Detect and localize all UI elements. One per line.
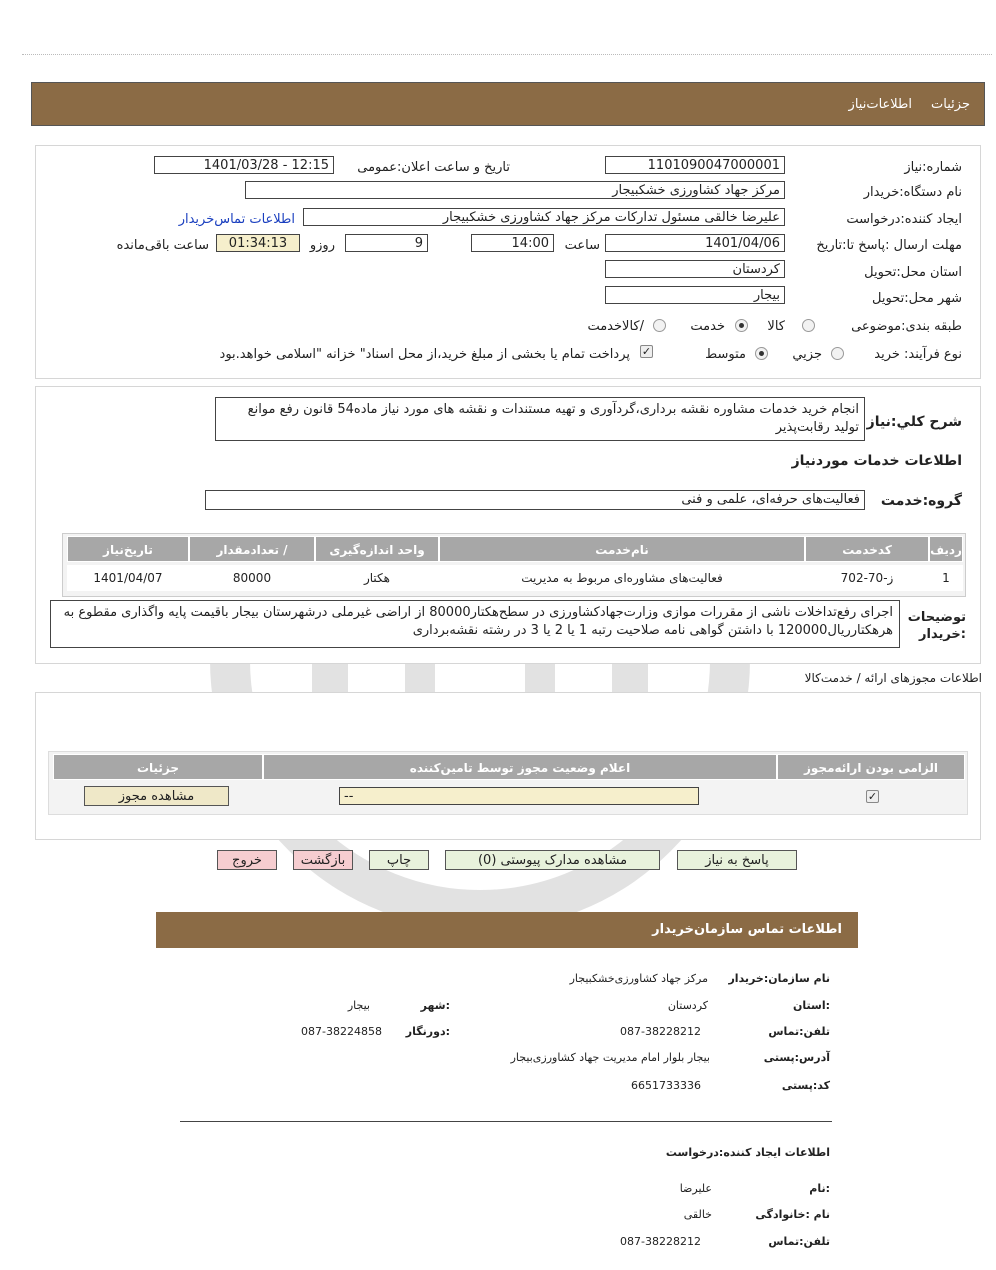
creator-phone-value: 087-38228212 [620,1235,701,1248]
category-goods-label: کالا [767,319,785,334]
province-label: استان محل:تحویل [864,265,962,280]
remaining-timer: 01:34:13 [216,234,300,252]
contact-title: اطلاعات تماس سازمان‌خریدار [652,922,842,937]
need-number-field: 1101090047000001 [605,156,785,174]
process-medium-label: متوسط [705,347,746,362]
back-button[interactable]: بازگشت [293,850,353,870]
buyer-label: نام دستگاه:خریدار [863,185,962,200]
permits-section [35,692,981,840]
reply-button[interactable]: پاسخ به نیاز [677,850,797,870]
payment-checkbox[interactable]: ✓ [641,345,652,358]
deadline-label: مهلت ارسال :پاسخ تا:تاریخ [816,238,962,253]
exit-button[interactable]: خروج [217,850,277,870]
top-divider [22,54,992,55]
creator-name-value: علیرضا [679,1182,712,1195]
contact-phone-value: 087-38228212 [620,1025,701,1038]
days-field: 9 [345,234,428,252]
service-group-field: فعالیت‌های حرفه‌ای، علمی و فنی [205,490,865,510]
permit-required-checkbox[interactable]: ✓ [867,790,878,803]
view-permit-button[interactable]: مشاهده مجوز [84,786,229,806]
col-header-date: تاریخ‌نیاز [67,536,189,562]
process-small-radio[interactable] [831,347,844,360]
contact-city-value: بیجار [347,999,370,1012]
deadline-date-field: 1401/04/06 [605,234,785,252]
buyer-notes-text: اجرای رفع‌تداخلات ناشی از مقررات موازی وزارت‌جهادکشاورزی در سطح‌هکتار80000 از اراضی غیرملی در‌شهرستان بیجار باقیمت پایه واگذاری مقطوع به هرهکتارریال120000 با داشتن گواهی نامه صلاحیت رتبه 1 یا 2 یا 3 در رشته نقشه‌برداری [50,600,900,648]
postal-label: کد:پستی [781,1079,830,1092]
province-field: کردستان [605,260,785,278]
process-small-label: جزیي [792,347,822,362]
fax-value: 087-38224858 [301,1025,382,1038]
creator-info-title: اطلاعات ایجاد کننده:درخواست [665,1146,830,1159]
cell-code: ز-70-702 [840,571,894,585]
creator-phone-label: تلفن:تماس [768,1235,830,1248]
buyer-field: مرکز جهاد کشاورزی خشکبیجار [245,181,785,199]
page-header [31,82,985,126]
summary-label: شرح کلي:نياز [866,414,962,430]
city-field: بیجار [605,286,785,304]
creator-field: علیرضا خالقی مسئول تدارکات مرکز جهاد کشاورزی خشکبیجار [303,208,785,226]
postal-value: 6651733336 [631,1079,701,1092]
category-label: طبقه بندی:موضوعی [851,319,962,334]
category-both-radio[interactable] [653,319,666,332]
permits-title: اطلاعات مجوزهای ارائه / خدمت‌کالا [804,671,982,685]
print-button[interactable]: چاپ [369,850,429,870]
col-header-row: ردیف [929,536,963,562]
need-form-section [35,145,981,379]
category-service-radio[interactable] [735,319,748,332]
contact-province-value: کردستان [667,999,708,1012]
days-label: روزو [309,238,335,253]
category-both-label: /کالاخدمت [587,319,644,334]
address-value: بیجار بلوار امام مدیریت جهاد کشاورزی‌بیجار [510,1051,710,1064]
col-header-name: نام‌خدمت [439,536,805,562]
cell-unit: هکتار [363,571,391,585]
permit-status-field: -- [339,787,699,805]
process-medium-radio[interactable] [755,347,768,360]
tab-details[interactable]: جزئیات [931,97,970,112]
announce-field: 1401/03/28 - 12:15 [154,156,334,174]
deadline-time-field: 14:00 [471,234,554,252]
contact-province-label: :استان [793,999,830,1012]
org-label: نام سازمان:خریدار [728,972,830,985]
cell-date: 1401/04/07 [93,571,163,585]
deadline-time-label: ساعت [564,238,600,253]
contact-phone-label: تلفن:تماس [768,1025,830,1038]
cell-row: 1 [942,571,950,585]
creator-family-value: خالقی [683,1208,712,1221]
remaining-label: ساعت باقی‌مانده [116,238,209,253]
summary-text: انجام خرید خدمات مشاوره نقشه برداری،گردآوری و تهیه مستندات و نقشه های مورد نیاز ماده54 قانون رفع موانع تولید رقابت‌پذیر [215,397,865,441]
service-group-label: گروه:خدمت [880,493,962,509]
permit-col-details: جزئیات [53,754,263,780]
services-title: اطلاعات خدمات موردنیاز [791,453,962,469]
cell-name: فعالیت‌های مشاوره‌ای مربوط به مدیریت [521,571,723,585]
permit-col-required: الزامی بودن ارائه‌مجوز [777,754,965,780]
col-header-unit: واحد اندازه‌گیری [315,536,439,562]
contact-header [156,912,858,948]
creator-name-label: :نام [809,1182,830,1195]
category-goods-radio[interactable] [802,319,815,332]
services-table [62,533,966,597]
summary-section [35,386,981,664]
tab-need-info[interactable]: اطلاعات‌نیاز [848,97,912,112]
payment-note: پرداخت تمام یا بخشی از مبلغ خرید،از محل اسناد" خزانه "اسلامی خواهد.بود [219,347,630,362]
creator-label: ایجاد کننده:درخواست [846,212,962,227]
city-label: شهر محل:تحویل [872,291,962,306]
buyer-contact-link[interactable]: اطلاعات تماس‌خریدار [178,212,295,227]
org-value: مرکز جهاد کشاورزی‌خشکبیجار [569,972,708,985]
permit-col-status: اعلام وضعیت مجوز توسط تامین‌کننده [263,754,777,780]
contact-divider [180,1121,832,1122]
col-header-quantity: / تعدادمقدار [189,536,315,562]
process-type-label: نوع فرآیند: خرید [874,347,962,362]
cell-quantity: 80000 [232,571,272,585]
category-service-label: خدمت [690,319,725,334]
fax-label: :دورنگار [405,1025,450,1038]
announce-label: تاریخ و ساعت اعلان:عمومی [357,160,510,175]
creator-family-label: نام :خانوادگی [755,1208,830,1221]
need-number-label: شماره:نیاز [904,160,962,175]
col-header-code: کدخدمت [805,536,929,562]
buyer-notes-label: توضیحات :خریدار [907,610,966,642]
table-row [67,565,963,591]
address-label: آدرس:پستی [763,1051,830,1064]
contact-city-label: :شهر [420,999,450,1012]
attachments-button[interactable]: مشاهده مدارک پیوستی (0) [445,850,660,870]
permits-table [48,751,968,815]
